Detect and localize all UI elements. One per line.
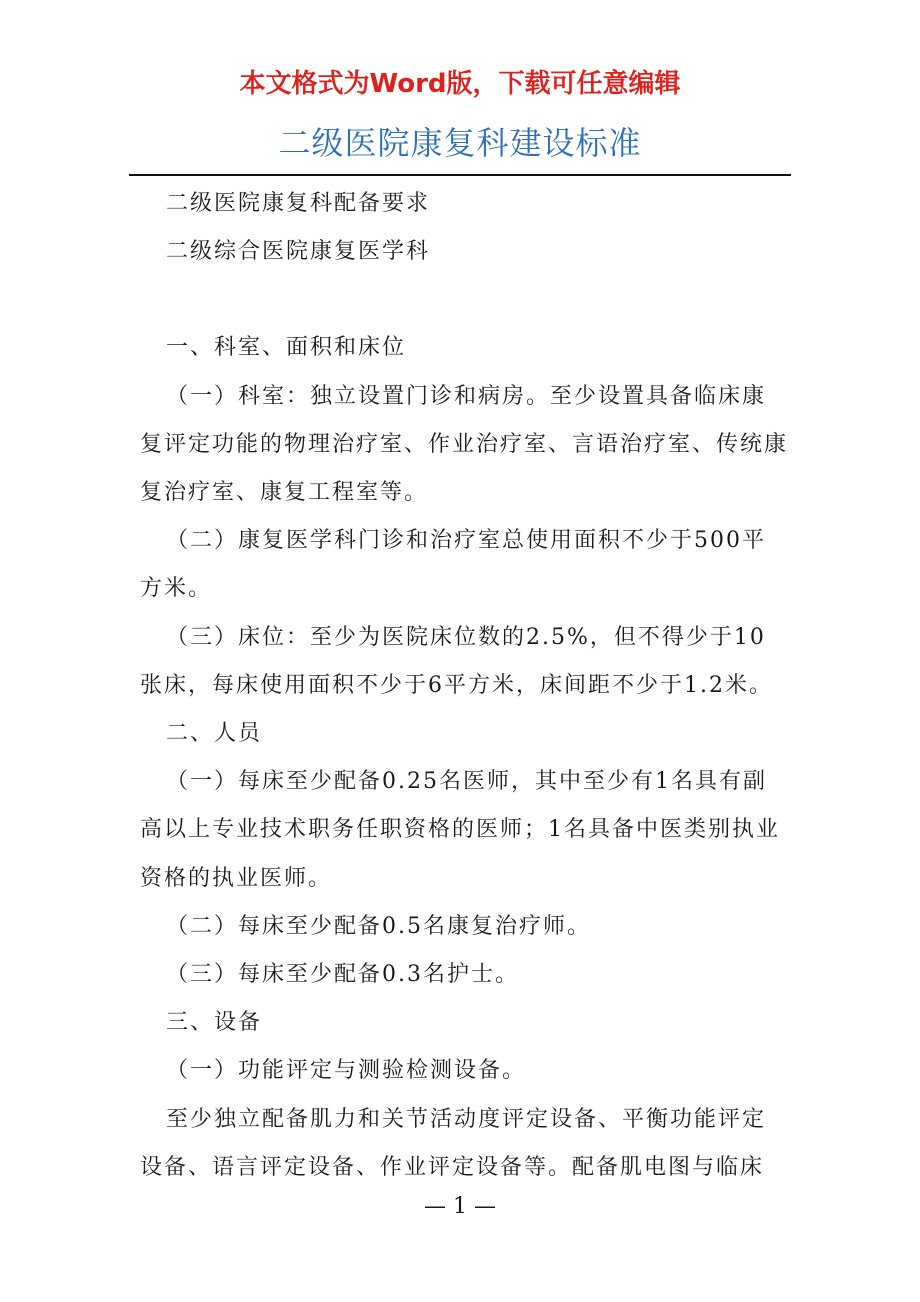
section-heading: 三、设备 xyxy=(166,1010,263,1036)
paragraph: （一）每床至少配备0.25名医师，其中至少有1名具有副高以上专业技术职务任职资格的医师；1名具备中医类别执业资格的执业医师。 xyxy=(140,769,780,891)
paragraph: （一）科室：独立设置门诊和病房。至少设置具备临床康复评定功能的物理治疗室、作业治疗室、言语治疗室、传统康复治疗室、康复工程室等。 xyxy=(140,383,789,506)
document-title: 二级医院康复科建设标准 xyxy=(278,124,642,162)
paragraph: 二级综合医院康复医学科 xyxy=(166,239,431,265)
format-notice-banner: 本文格式为Word版，下载可任意编辑 xyxy=(239,69,681,99)
section-heading: 一、科室、面积和床位 xyxy=(166,335,407,361)
paragraph: （三）床位：至少为医院床位数的2.5%，但不得少于10张床，每床使用面积不少于6平方米，床间距不少于1.2米。 xyxy=(140,624,773,698)
paragraph: （一）功能评定与测验检测设备。 xyxy=(166,1058,527,1084)
page-number: — 1 — xyxy=(424,1194,496,1219)
paragraph: 二级医院康复科配备要求 xyxy=(166,191,431,216)
section-heading: 二、人员 xyxy=(166,721,263,747)
document-body xyxy=(140,180,788,1192)
paragraph: （二）康复医学科门诊和治疗室总使用面积不少于500平方米。 xyxy=(140,528,766,602)
title-divider xyxy=(129,174,791,176)
paragraph: （二）每床至少配备0.5名康复治疗师。 xyxy=(166,913,591,939)
paragraph: （三）每床至少配备0.3名护士。 xyxy=(166,962,519,988)
paragraph: 至少独立配备肌力和关节活动度评定设备、平衡功能评定设备、语言评定设备、作业评定设备等。配备肌电图与临床 xyxy=(140,1106,767,1180)
